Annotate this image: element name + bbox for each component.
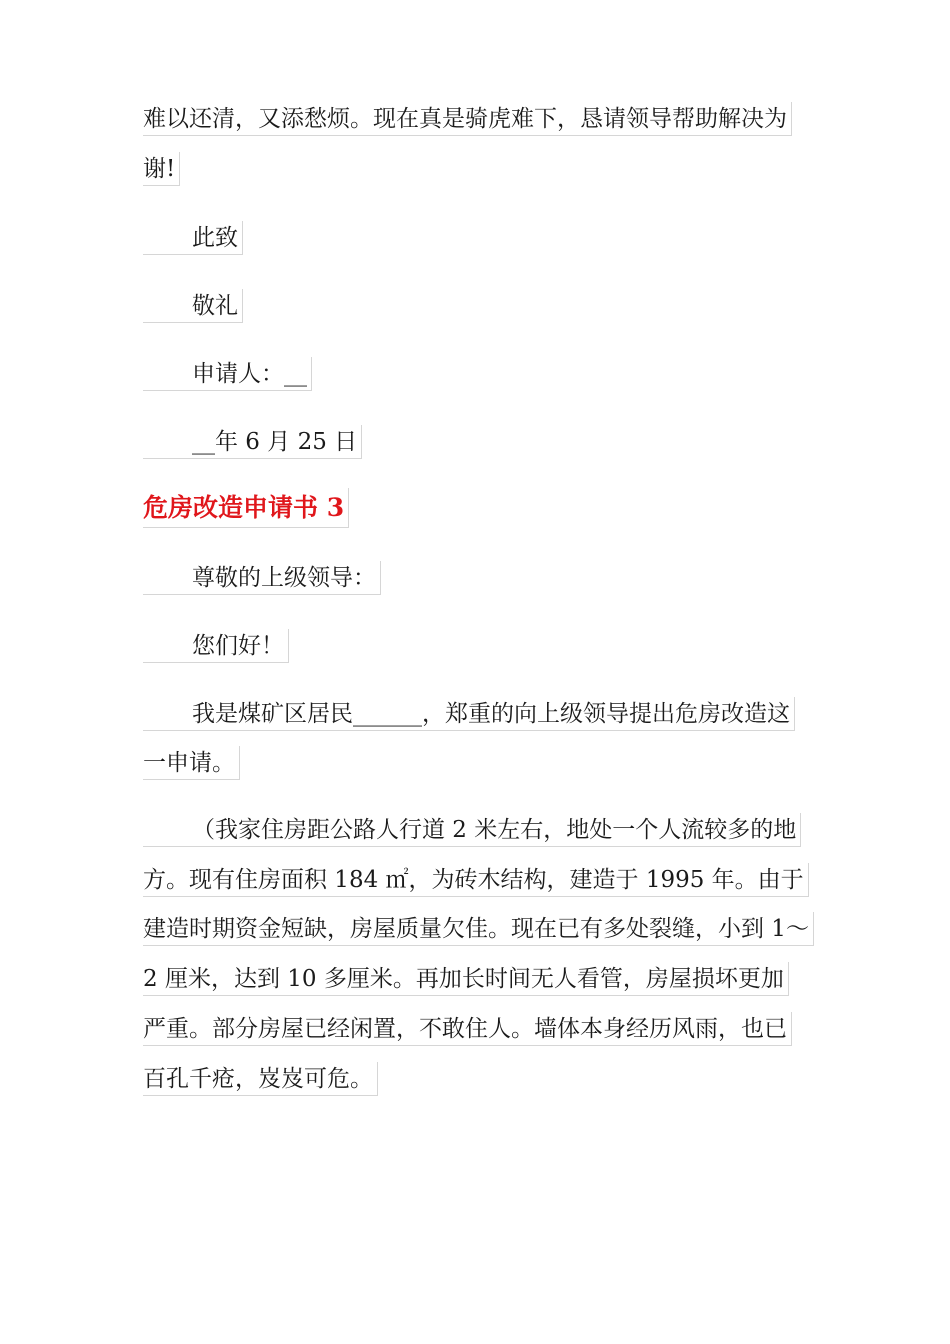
body-line-1: （我家住房距公路人行道 2 米左右，地处一个人流较多的地 <box>143 813 801 847</box>
body-line-4: 2 厘米，达到 10 多厘米。再加长时间无人看管，房屋损坏更加 <box>143 962 789 996</box>
body-line-5: 严重。部分房屋已经闲置，不敢住人。墙体本身经历风雨，也已 <box>143 1012 792 1046</box>
intro-line-1: 我是煤矿区居民______，郑重的向上级领导提出危房改造这 <box>143 697 795 731</box>
salutation-cizhi: 此致 <box>143 221 243 255</box>
body-line-2: 方。现有住房面积 184 ㎡，为砖木结构，建造于 1995 年。由于 <box>143 863 809 897</box>
section-title: 危房改造申请书 3 <box>143 488 349 528</box>
applicant-signature: 申请人：__ <box>143 357 312 391</box>
application-date: __年 6 月 25 日 <box>143 425 362 459</box>
greeting-line: 尊敬的上级领导： <box>143 561 381 595</box>
closing-line-1: 难以还清，又添愁烦。现在真是骑虎难下，恳请领导帮助解决为 <box>143 102 792 136</box>
hello-line: 您们好！ <box>143 629 289 663</box>
salutation-jingli: 敬礼 <box>143 289 243 323</box>
closing-line-2: 谢! <box>143 152 180 186</box>
intro-line-2: 一申请。 <box>143 746 240 780</box>
body-line-6: 百孔千疮，岌岌可危。 <box>143 1062 378 1096</box>
body-line-3: 建造时期资金短缺，房屋质量欠佳。现在已有多处裂缝，小到 1～ <box>143 912 814 946</box>
